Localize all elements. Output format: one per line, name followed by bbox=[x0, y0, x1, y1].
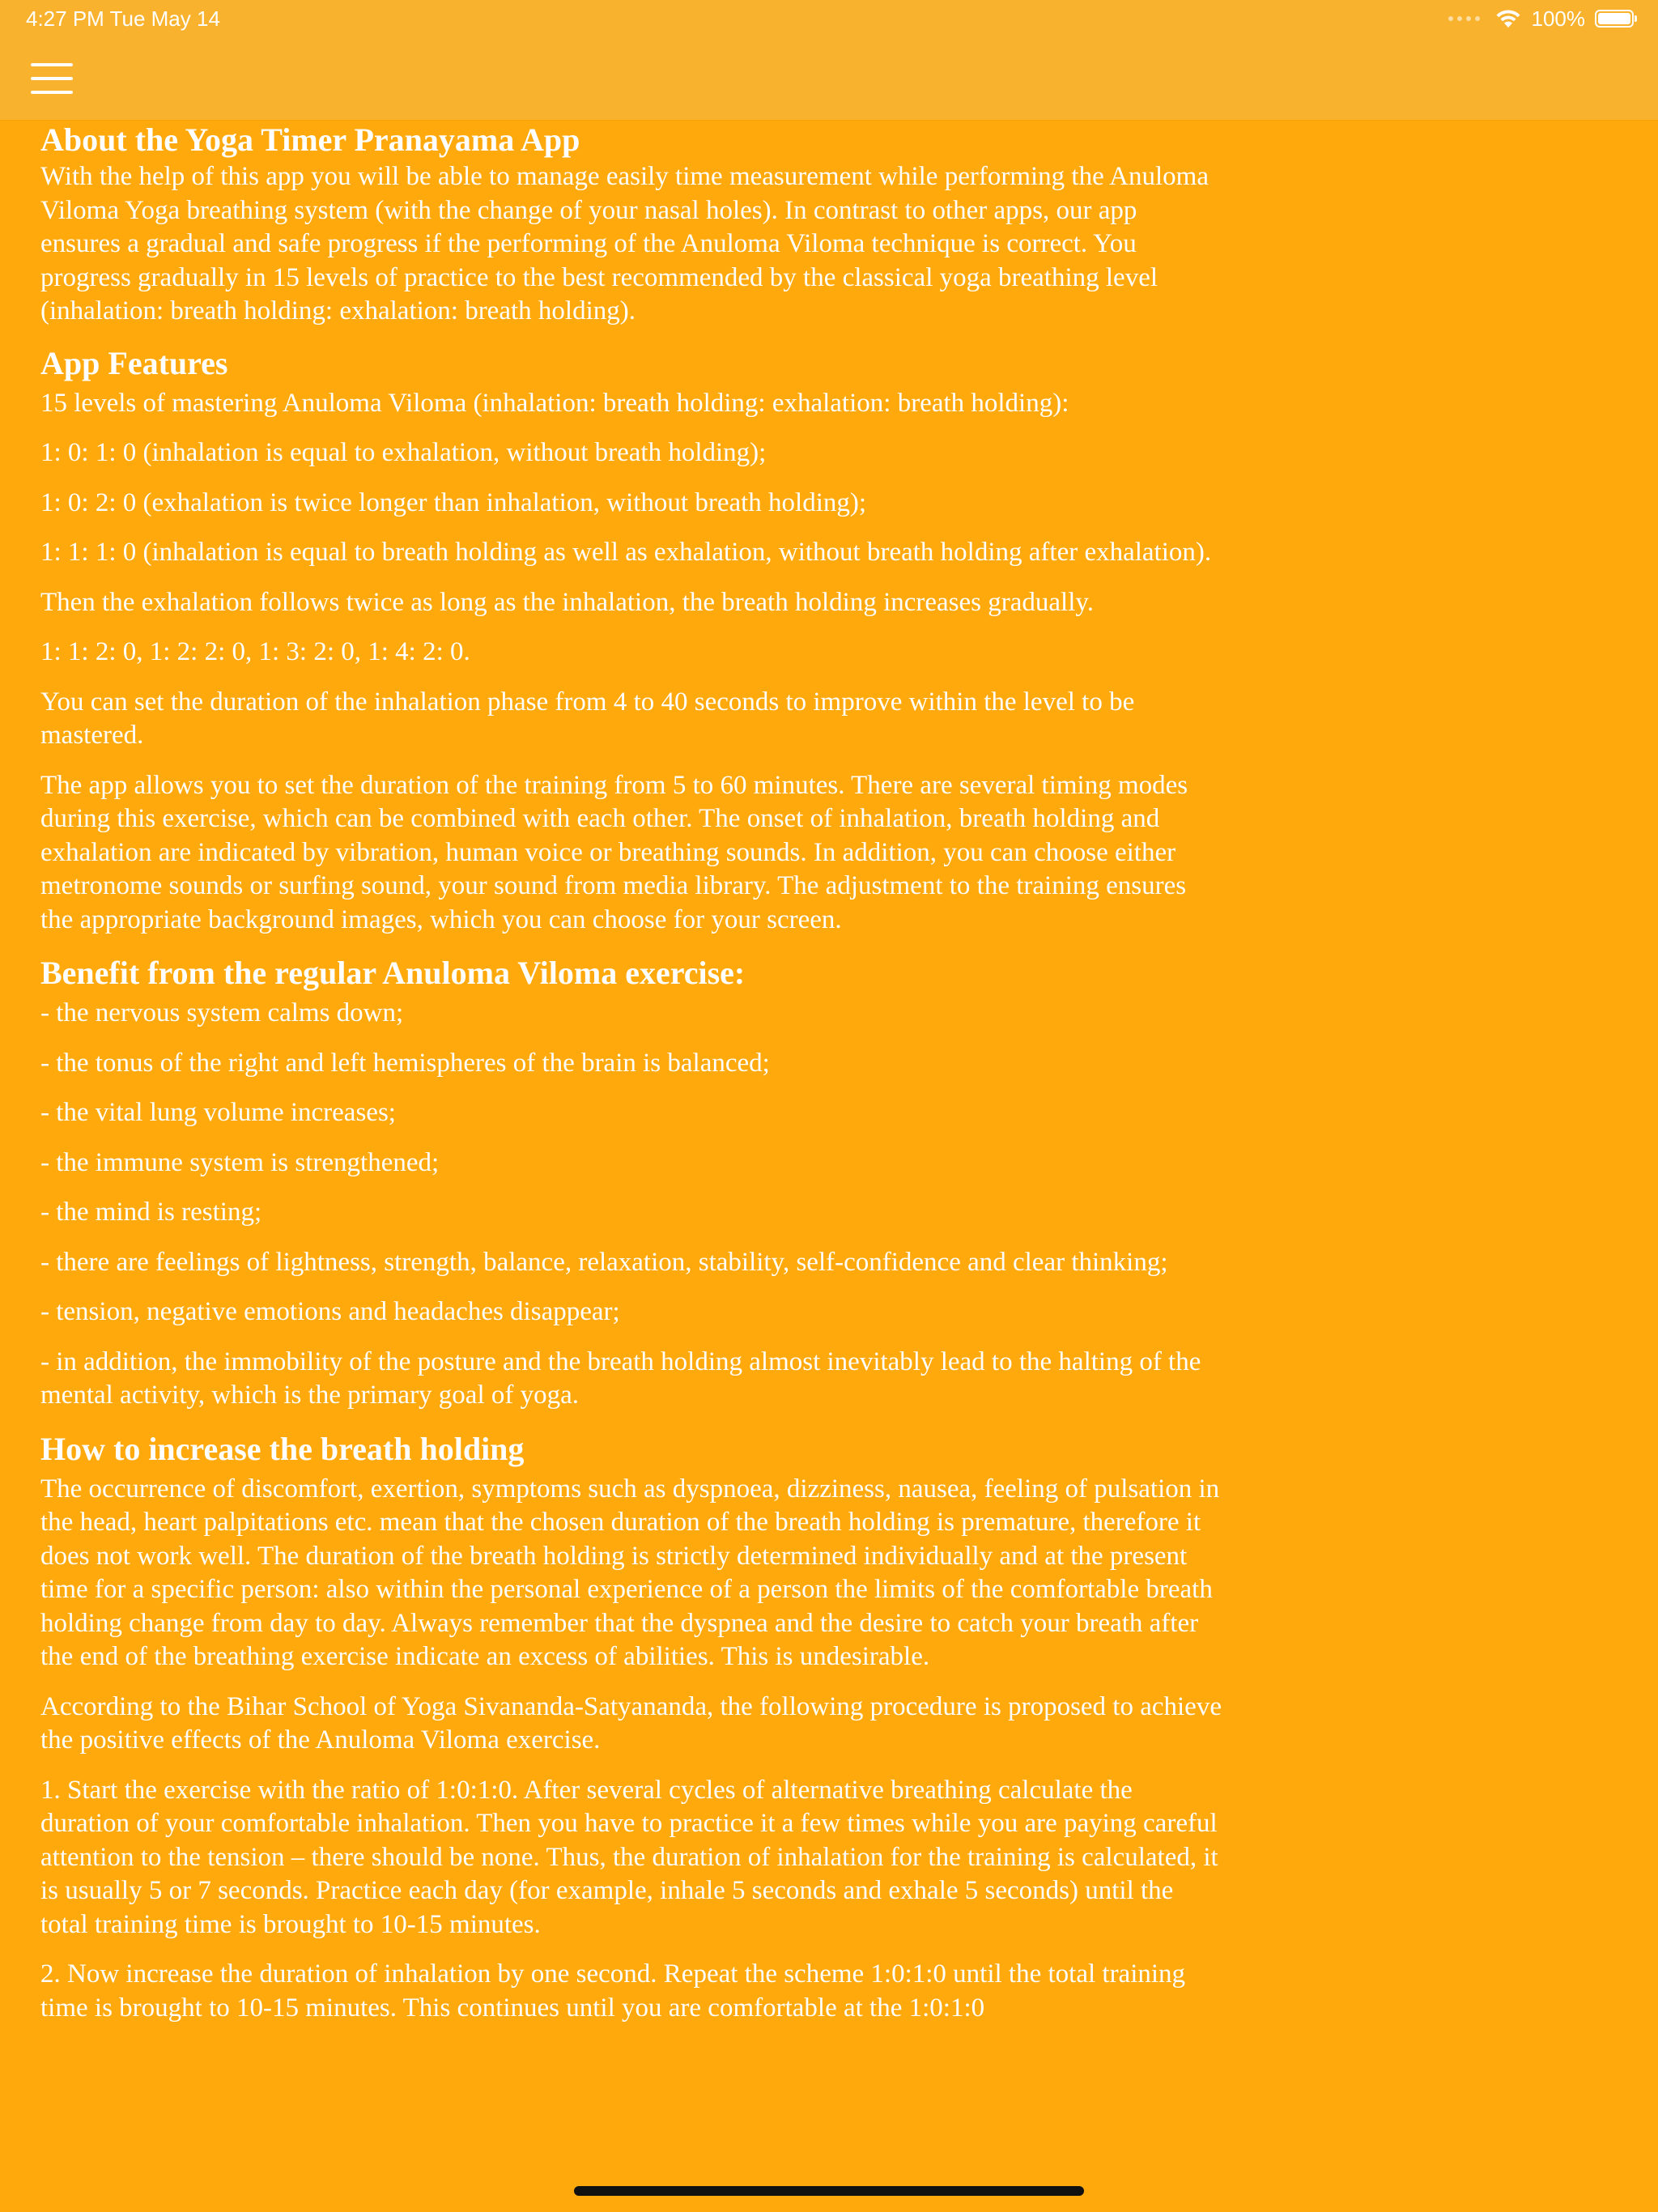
status-indicators bbox=[1448, 5, 1635, 32]
benefit-item: - the vital lung volume increases; bbox=[40, 1098, 396, 1127]
breath-paragraph: The occurrence of discomfort, exertion, symptoms such as dyspnoea, dizziness, nausea, feeling of pulsation in the head, heart palpitations etc. mean that the chosen duration of the breath holding is premature, therefore it does not work well. The duration of the breath holding is strictly determined individually and at the present time for a specific person: also within the personal experience of a person the limits of the comfortable breath holding change from day to day. Always remember that the dyspnea and the desire to catch your breath after the end of the breathing exercise indicate an excess of abilities. This is undesirable. bbox=[40, 1474, 1220, 1671]
benefit-item: - the mind is resting; bbox=[40, 1197, 262, 1227]
features-paragraph: 1: 1: 2: 0, 1: 2: 2: 0, 1: 3: 2: 0, 1: 4: 2: 0. bbox=[40, 637, 470, 666]
benefit-item: - there are feelings of lightness, strength, balance, relaxation, stability, self-confidence and clear thinking; bbox=[40, 1247, 1168, 1277]
battery-percentage: 100% bbox=[1531, 6, 1585, 31]
breath-paragraph: 2. Now increase the duration of inhalation by one second. Repeat the scheme 1:0:1:0 until the total training time is brought to 10-15 minutes. This continues until you are comfortable at the 1:0:1:0 bbox=[40, 1959, 1186, 2023]
breath-paragraph: According to the Bihar School of Yoga Sivananda-Satyananda, the following procedure is proposed to achieve the positive effects of the Anuloma Viloma exercise. bbox=[40, 1691, 1222, 1755]
benefit-item: - in addition, the immobility of the posture and the breath holding almost inevitably lead to the halting of the mental activity, which is the primary goal of yoga. bbox=[40, 1346, 1201, 1410]
intro-paragraph: With the help of this app you will be able to manage easily time measurement while performing the Anuloma Viloma Yoga breathing system (with the change of your nasal holes). In contrast to other apps, our app ensures a gradual and safe progress if the performing of the Anuloma Viloma technique is correct. You progress gradually in 15 levels of practice to the best recommended by the classical yoga breathing level (inhalation: breath holding: exhalation: breath holding). bbox=[40, 162, 1209, 325]
status-bar bbox=[0, 0, 1658, 37]
wifi-icon bbox=[1494, 8, 1522, 29]
benefit-item: - the nervous system calms down; bbox=[40, 998, 404, 1027]
breath-paragraph: 1. Start the exercise with the ratio of 1:0:1:0. After several cycles of alternative breathing calculate the duration of your comfortable inhalation. Then you have to practice it a few times while you are paying careful attention to the tension – there should be none. Thus, the duration of inhalation for the training is calculated, it is usually 5 or 7 seconds. Practice each day (for example, inhale 5 seconds and exhale 5 seconds) until the total training time is brought to 10-15 minutes. bbox=[40, 1775, 1218, 1939]
features-heading: App Features bbox=[40, 344, 228, 381]
features-paragraph: You can set the duration of the inhalation phase from 4 to 40 seconds to improve within the level to be mastered. bbox=[40, 687, 1135, 750]
benefit-item: - tension, negative emotions and headaches disappear; bbox=[40, 1297, 620, 1326]
navigation-bar bbox=[0, 37, 1658, 120]
features-paragraph: 15 levels of mastering Anuloma Viloma (inhalation: breath holding: exhalation: breath holding): bbox=[40, 388, 1069, 418]
benefit-item: - the tonus of the right and left hemispheres of the brain is balanced; bbox=[40, 1048, 770, 1078]
breath-holding-heading: How to increase the breath holding bbox=[40, 1430, 525, 1467]
cellular-signal-icon bbox=[1448, 16, 1480, 21]
battery-icon bbox=[1595, 10, 1634, 28]
benefit-heading: Benefit from the regular Anuloma Viloma exercise: bbox=[40, 955, 746, 991]
battery-level-fill bbox=[1598, 13, 1630, 24]
benefit-item: - the immune system is strengthened; bbox=[40, 1147, 440, 1177]
about-content[interactable] bbox=[40, 120, 1222, 2176]
home-indicator[interactable] bbox=[574, 2186, 1084, 2196]
features-paragraph: Then the exhalation follows twice as long as the inhalation, the breath holding increases gradually. bbox=[40, 587, 1094, 617]
hamburger-menu-icon[interactable] bbox=[29, 60, 74, 97]
page-title: About the Yoga Timer Pranayama App bbox=[40, 121, 580, 158]
features-paragraph: 1: 1: 1: 0 (inhalation is equal to breath holding as well as exhalation, without breath holding after exhalation). bbox=[40, 538, 1212, 567]
features-paragraph: 1: 0: 2: 0 (exhalation is twice longer than inhalation, without breath holding); bbox=[40, 487, 867, 517]
features-paragraph: The app allows you to set the duration of the training from 5 to 60 minutes. There are several timing modes during this exercise, which can be combined with each other. The onset of inhalation, breath holding and exhalation are indicated by vibration, human voice or breathing sounds. In addition, you can choose either metronome sounds or surfing sound, your sound from media library. The adjustment to the training ensures the appropriate background images, which you can choose for your screen. bbox=[40, 770, 1188, 934]
features-paragraph: 1: 0: 1: 0 (inhalation is equal to exhalation, without breath holding); bbox=[40, 438, 767, 467]
status-time-date: 4:27 PM Tue May 14 bbox=[26, 6, 220, 31]
